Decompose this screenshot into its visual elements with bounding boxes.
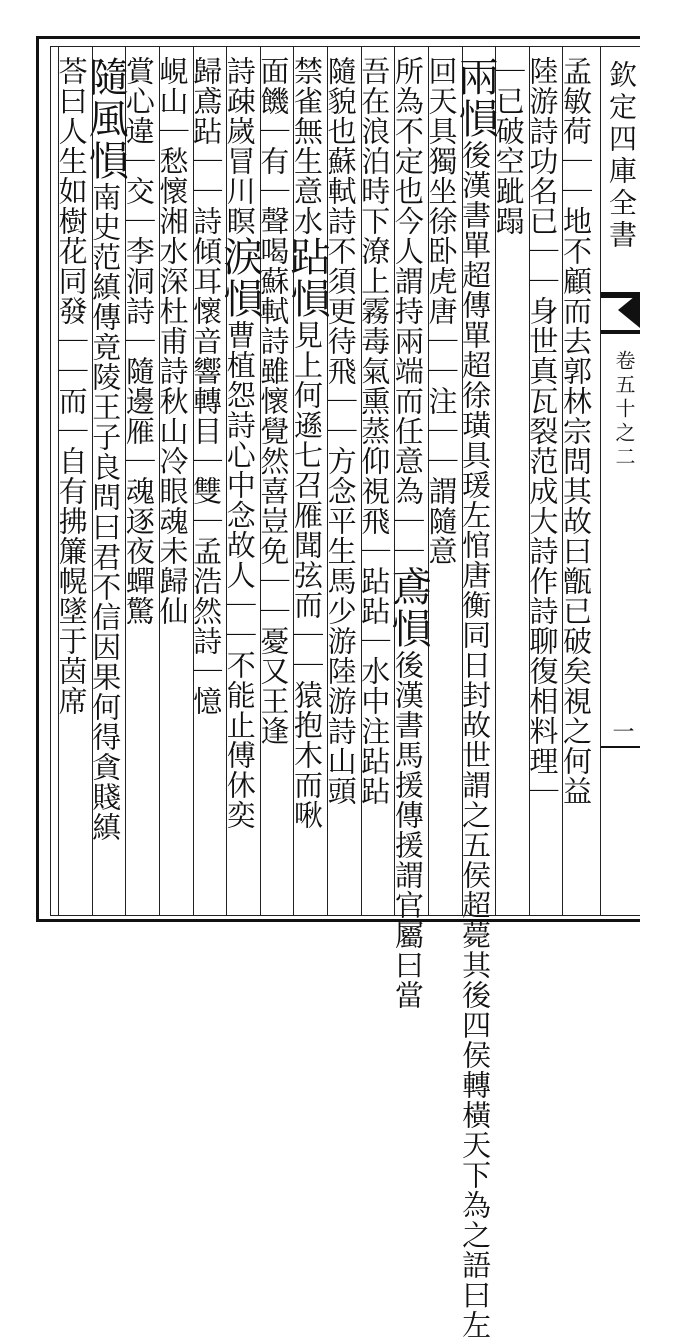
column-rule bbox=[495, 47, 496, 915]
headword: 愪 bbox=[82, 140, 129, 182]
headword: 愪 bbox=[452, 98, 499, 140]
headword: 隨 bbox=[82, 56, 129, 98]
column-rule bbox=[260, 47, 261, 915]
text-column bbox=[525, 56, 563, 912]
column-text: 吾在浪泊時下潦上霧毒氣熏蒸仰視飛｜跕跕｜水中注跕跕 bbox=[357, 56, 392, 806]
headword: 愪 bbox=[216, 278, 263, 320]
column-text: 賞心違｜交｜李洞詩｜隨邊雁｜魂逐夜蟬驚 bbox=[121, 56, 156, 626]
column-rule bbox=[394, 47, 395, 915]
text-column bbox=[216, 56, 263, 912]
column-rule bbox=[159, 47, 160, 915]
column-text: 歸鳶跕｜｜ bbox=[189, 56, 224, 206]
column-rule bbox=[327, 47, 328, 915]
headword: 鳶 bbox=[384, 566, 431, 608]
text-column bbox=[384, 56, 431, 1010]
headword: 淚 bbox=[216, 236, 263, 278]
column-text: 陸游詩功名已｜｜身世真瓦裂范成大詩作詩聊復相料理｜ bbox=[525, 56, 560, 806]
column-text: 後漢書馬援傳援謂官屬曰當 bbox=[390, 650, 425, 1010]
column-text: 喝蘇軾詩雖懷覺然喜豈免｜｜憂又王逢 bbox=[256, 236, 291, 746]
column-rule bbox=[226, 47, 227, 915]
column-text: 面饑｜有｜聲 bbox=[256, 56, 291, 236]
text-column bbox=[256, 56, 294, 912]
column-text: 空跐蹋 bbox=[491, 146, 526, 236]
column-text: 見上何遜七召雁聞弦而｜｜猿抱木而啾 bbox=[290, 320, 324, 830]
column-text: 隨貌也蘇軾詩不須更待飛｜｜方念平生馬少游陸游詩山頭 bbox=[323, 56, 358, 806]
column-text: 所為不定也今人謂持兩端而任意為｜｜ bbox=[390, 56, 425, 566]
column-rule bbox=[529, 47, 530, 915]
column-text: 後漢書單超傳單超徐璜具瑗左悺唐衡同日封故世謂之五侯超薨其後四侯轉橫天下為之語曰左 bbox=[458, 140, 493, 1340]
column-rule bbox=[562, 47, 563, 915]
text-column bbox=[491, 56, 529, 912]
column-text: 回天具獨坐徐卧虎唐｜｜注｜｜謂隨意 bbox=[424, 56, 459, 566]
volume-label: 卷五十之二 bbox=[612, 350, 636, 470]
column-rule bbox=[462, 47, 463, 915]
text-column bbox=[82, 56, 129, 912]
text-column bbox=[559, 56, 596, 912]
headword: 兩 bbox=[452, 56, 499, 98]
text-column bbox=[323, 56, 361, 912]
column-text: ｜已破 bbox=[491, 56, 526, 146]
folio-number: 一 bbox=[609, 720, 634, 746]
text-column bbox=[357, 56, 395, 912]
column-rule bbox=[428, 47, 429, 915]
text-column bbox=[452, 56, 499, 1340]
fold-mark bbox=[600, 746, 640, 748]
column-text: 荅曰人生如樹花同發｜｜而｜自有拂簾幌墜于茵席 bbox=[54, 56, 89, 716]
book-title: 欽定四庫全書 bbox=[605, 60, 638, 252]
text-column bbox=[284, 56, 330, 912]
column-rule bbox=[600, 47, 601, 915]
column-text: 峴山｜愁懷湘水深杜甫詩秋山冷眼魂未歸仙 bbox=[155, 56, 190, 626]
fishtail-mark bbox=[618, 292, 640, 328]
fishtail-bottom-bar bbox=[600, 330, 640, 334]
text-column bbox=[54, 56, 92, 912]
column-rule bbox=[293, 47, 294, 915]
column-text: 禁雀無生意水 bbox=[290, 56, 324, 236]
column-text: 詩傾耳懷音響轉目｜雙｜孟浩然詩｜憶 bbox=[189, 206, 224, 716]
column-rule bbox=[361, 47, 362, 915]
column-rule bbox=[92, 47, 93, 915]
text-column bbox=[121, 56, 159, 912]
column-rule bbox=[58, 47, 59, 915]
column-rule bbox=[193, 47, 194, 915]
headword: 跕 bbox=[284, 236, 330, 278]
column-text: 孟敏荷｜｜地不顧而去郭林宗問其故曰甑已破矣視之何益 bbox=[559, 56, 593, 806]
headword: 風 bbox=[82, 98, 129, 140]
column-text: 曹植怨詩心中念故人｜｜不能止傅休奕 bbox=[222, 320, 257, 830]
text-column bbox=[424, 56, 462, 912]
headword: 愪 bbox=[384, 608, 431, 650]
headword: 愪 bbox=[284, 278, 330, 320]
column-text: 南史范縝傳竟陵王子良問曰君不信因果何得貪賤縝 bbox=[88, 182, 123, 842]
text-column bbox=[155, 56, 193, 912]
column-text: 詩疎嵗冒川瞑 bbox=[222, 56, 257, 236]
text-column bbox=[189, 56, 227, 912]
